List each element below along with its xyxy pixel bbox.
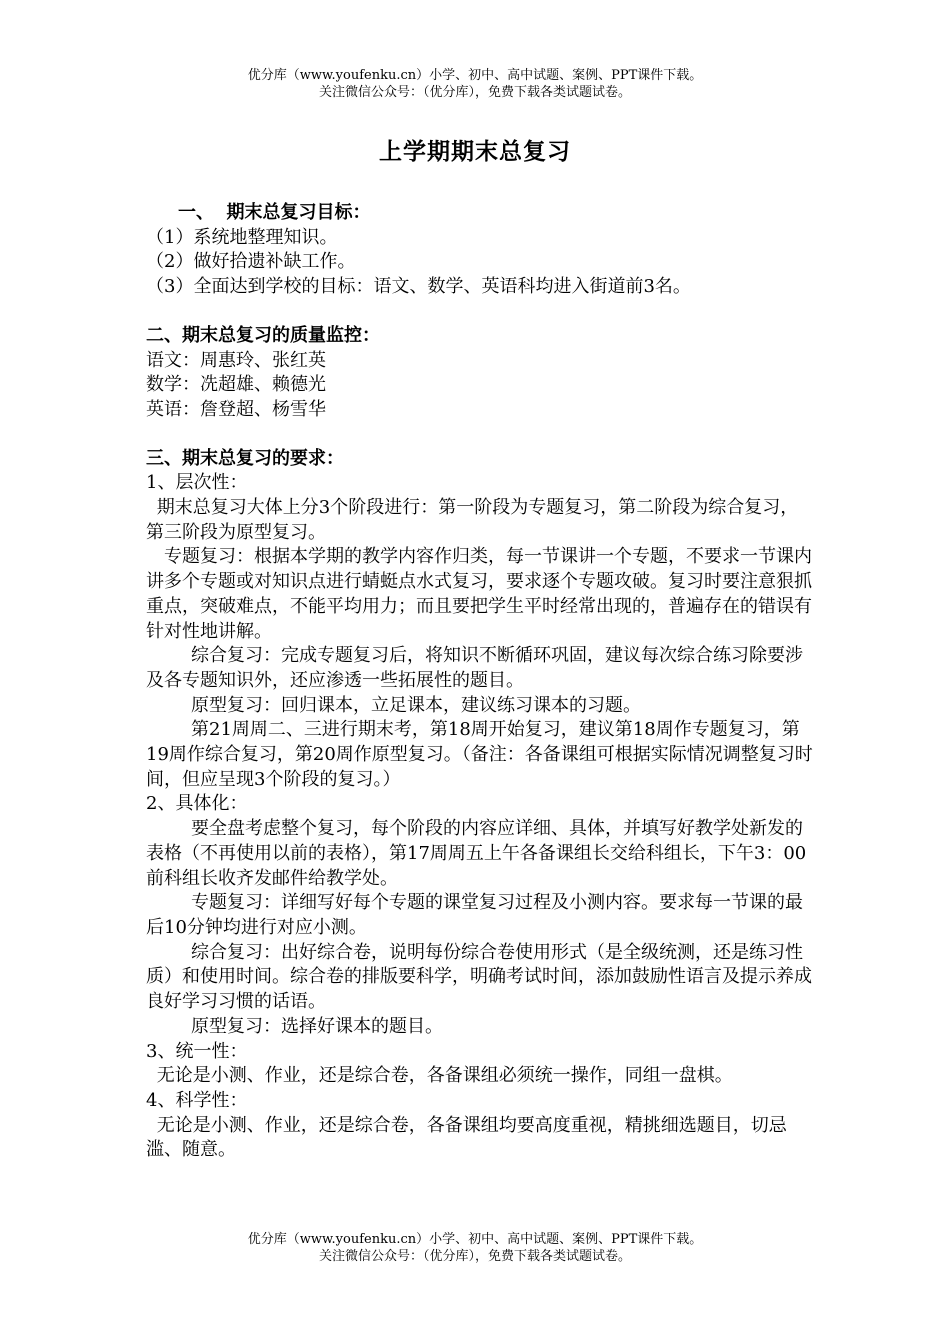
section-3-heading: 三、期末总复习的要求： bbox=[146, 447, 344, 469]
section-2-heading: 二、期末总复习的质量监控： bbox=[146, 324, 380, 346]
paragraph: 专题复习：详细写好每个专题的课堂复习过程及小测内容。要求每一节课的最后10分钟均进行对应小测。 bbox=[146, 892, 803, 938]
paragraph: 要全盘考虑整个复习，每个阶段的内容应详细、具体，并填写好教学处新发的表格（不再使用以前的表格），第17周周五上午各备课组长交给科组长，下午3：00前科组长收齐发邮件给教学处。 bbox=[146, 818, 807, 889]
paragraph: 期末总复习大体上分3个阶段进行：第一阶段为专题复习，第二阶段为综合复习，第三阶段为原型复习。 bbox=[146, 497, 799, 543]
section-2-item: 语文：周惠玲、张红英 bbox=[146, 349, 326, 371]
document-body bbox=[146, 201, 814, 1163]
paragraph: 原型复习：选择好课本的题目。 bbox=[191, 1015, 443, 1037]
subsection-title: 3、统一性： bbox=[146, 1040, 248, 1062]
section-1-heading: 一、 期末总复习目标： bbox=[178, 202, 371, 223]
footer-line-1: 优分库（www.youfenku.cn）小学、初中、高中试题、案例、PPT课件下载。 bbox=[247, 1232, 703, 1247]
paragraph: 专题复习：根据本学期的教学内容作归类，每一节课讲一个专题，不要求一节课内讲多个专题或对知识点进行蜻蜓点水式复习，要求逐个专题攻破。复习时要注意狠抓重点，突破难点，不能平均用力；而且要把学生平时经常出现的，普遍存在的错误有针对性地讲解。 bbox=[146, 546, 812, 642]
footer-line-2: 关注微信公众号：（优分库），免费下载各类试题试卷。 bbox=[318, 1249, 631, 1264]
section-1-item: （1）系统地整理知识。 bbox=[146, 226, 338, 248]
paragraph: 无论是小测、作业，还是综合卷，各备课组必须统一操作，同组一盘棋。 bbox=[156, 1065, 733, 1087]
subsection-title: 4、科学性： bbox=[146, 1089, 248, 1111]
section-1-item: （2）做好拾遗补缺工作。 bbox=[146, 251, 356, 273]
subsection-title: 1、层次性： bbox=[146, 472, 248, 494]
paragraph: 原型复习：回归课本，立足课本，建议练习课本的习题。 bbox=[191, 694, 641, 716]
header-line-2: 关注微信公众号：（优分库），免费下载各类试题试卷。 bbox=[318, 85, 631, 100]
paragraph: 第21周周二、三进行期末考，第18周开始复习，建议第18周作专题复习，第19周作综合复习，第20周作原型复习。（备注：各备课组可根据实际情况调整复习时间，但应呈现3个阶段的复习。） bbox=[146, 719, 813, 790]
page-footer bbox=[0, 1231, 950, 1265]
section-2-item: 数学：冼超雄、赖德光 bbox=[146, 374, 326, 396]
paragraph: 无论是小测、作业，还是综合卷，各备课组均要高度重视，精挑细选题目，切忌滥、随意。 bbox=[146, 1114, 787, 1161]
document-title: 上学期期末总复习 bbox=[379, 138, 571, 165]
header-line-1: 优分库（www.youfenku.cn）小学、初中、高中试题、案例、PPT课件下载。 bbox=[247, 68, 703, 83]
page-header bbox=[0, 67, 950, 101]
paragraph: 综合复习：出好综合卷，说明每份综合卷使用形式（是全级统测，还是练习性质）和使用时间。综合卷的排版要科学，明确考试时间，添加鼓励性语言及提示养成良好学习习惯的话语。 bbox=[146, 941, 812, 1013]
subsection-title: 2、具体化： bbox=[146, 793, 248, 815]
paragraph: 综合复习：完成专题复习后，将知识不断循环巩固，建议每次综合练习除要涉及各专题知识外，还应渗透一些拓展性的题目。 bbox=[146, 645, 803, 691]
section-2-item: 英语：詹登超、杨雪华 bbox=[146, 398, 326, 420]
section-1-item: （3）全面达到学校的目标：语文、数学、英语科均进入街道前3名。 bbox=[146, 276, 691, 298]
